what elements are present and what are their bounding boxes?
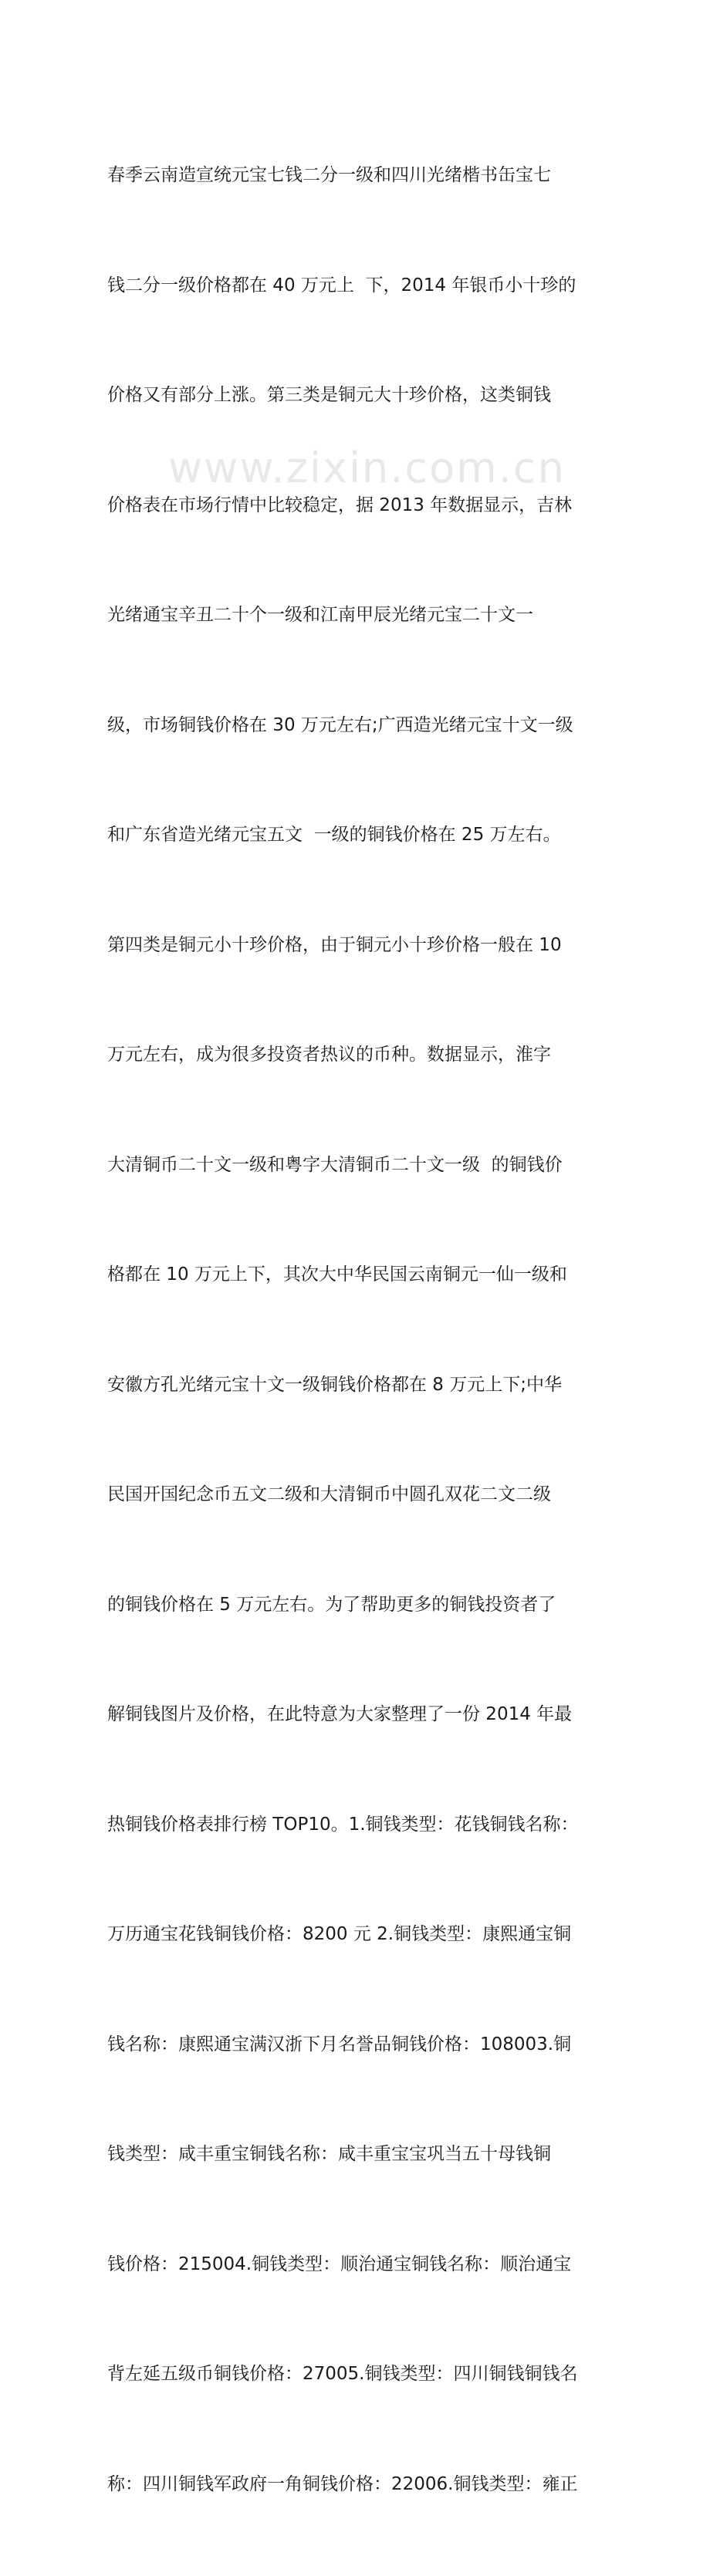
watermark: www.zixin.com.cn [168,444,566,492]
text-line-7: 和广东省造光绪元宝五文 一级的铜钱价格在 25 万左右。 [107,825,561,845]
text-line-12: 安徽方孔光绪元宝十文一级铜钱价格都在 8 万元上下;中华 [107,1374,563,1395]
text-line-9: 万元左右，成为很多投资者热议的币种。数据显示，淮字 [107,1045,551,1065]
text-line-17: 万历通宝花钱铜钱价格：8200 元 2.铜钱类型：康熙通宝铜 [107,1924,572,1944]
text-line-11: 格都在 10 万元上下，其次大中华民国云南铜元一仙一级和 [107,1264,567,1285]
text-line-21: 背左延五级币铜钱价格：27005.铜钱类型：四川铜钱铜钱名 [107,2364,578,2384]
text-line-10: 大清铜币二十文一级和粤字大清铜币二十文一级 的铜钱价 [107,1154,563,1175]
text-line-4: 价格表在市场行情中比较稳定，据 2013 年数据显示，吉林 [107,495,573,515]
text-line-15: 解铜钱图片及价格，在此特意为大家整理了一份 2014 年最 [107,1704,573,1724]
text-line-13: 民国开国纪念币五文二级和大清铜币中圆孔双花二文二级 [107,1484,551,1504]
text-line-20: 钱价格：215004.铜钱类型：顺治通宝铜钱名称：顺治通宝 [107,2254,572,2274]
text-line-1: 春季云南造宣统元宝七钱二分一级和四川光绪楷书缶宝七 [107,165,551,185]
text-line-19: 钱类型：咸丰重宝铜钱名称：咸丰重宝宝巩当五十母钱铜 [107,2144,551,2164]
text-line-6: 级，市场铜钱价格在 30 万元左右;广西造光绪元宝十文一级 [107,714,573,735]
text-line-3: 价格又有部分上涨。第三类是铜元大十珍价格，这类铜钱 [107,385,551,405]
text-line-14: 的铜钱价格在 5 万元左右。为了帮助更多的铜钱投资者了 [107,1594,556,1615]
text-line-18: 钱名称：康熙通宝满汉浙下月名誉品铜钱价格：108003.铜 [107,2034,572,2054]
text-line-16: 热铜钱价格表排行榜 TOP10。1.铜钱类型：花钱铜钱名称： [107,1814,579,1835]
text-line-2: 钱二分一级价格都在 40 万元上 下，2014 年银币小十珍的 [107,275,576,295]
body-text [107,84,617,2576]
text-line-5: 光绪通宝辛丑二十个一级和江南甲辰光绪元宝二十文一 [107,605,533,625]
text-line-22: 称：四川铜钱军政府一角铜钱价格：22006.铜钱类型：雍正 [107,2473,578,2494]
text-line-8: 第四类是铜元小十珍价格，由于铜元小十珍价格一般在 10 [107,934,562,955]
